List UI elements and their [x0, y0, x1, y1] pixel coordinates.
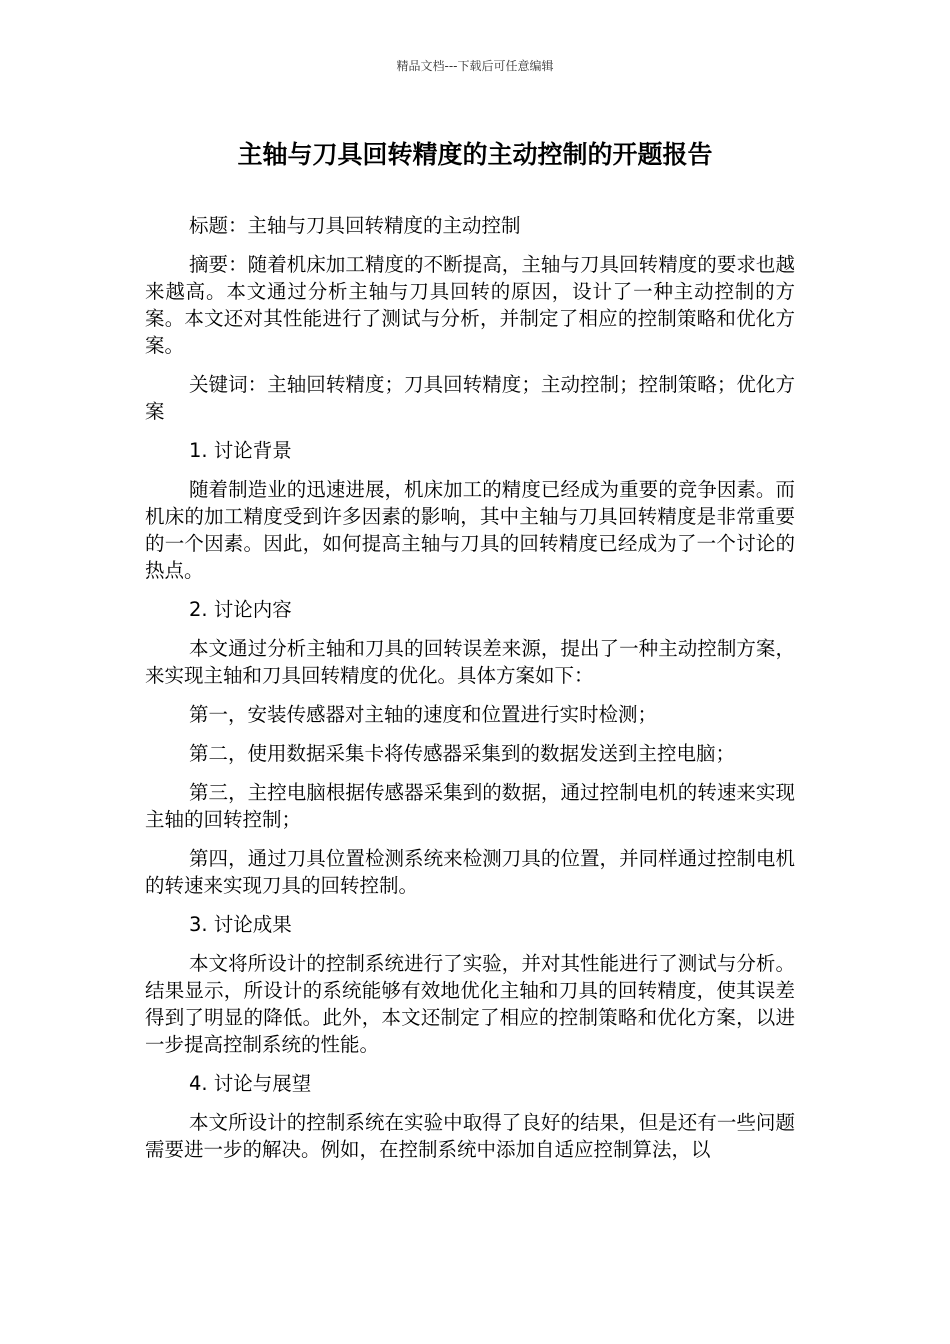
- outlook-paragraph: 本文所设计的控制系统在实验中取得了良好的结果，但是还有一些问题需要进一步的解决。例如，在控制系统中添加自适应控制算法，以: [145, 1111, 795, 1161]
- content-intro-paragraph: 本文通过分析主轴和刀具的回转误差来源，提出了一种主动控制方案，来实现主轴和刀具回转精度的优化。具体方案如下：: [145, 637, 795, 687]
- keywords-paragraph: 关键词：主轴回转精度；刀具回转精度；主动控制；控制策略；优化方案: [145, 373, 795, 423]
- abstract-paragraph: 摘要：随着机床加工精度的不断提高，主轴与刀具回转精度的要求也越来越高。本文通过分析主轴与刀具回转的原因，设计了一种主动控制的方案。本文还对其性能进行了测试与分析，并制定了相应的控制策略和优化方案。: [145, 253, 795, 357]
- results-paragraph: 本文将所设计的控制系统进行了实验，并对其性能进行了测试与分析。结果显示，所设计的系统能够有效地优化主轴和刀具的回转精度，使其误差得到了明显的降低。此外，本文还制定了相应的控制策略和优化方案，以进一步提高控制系统的性能。: [145, 952, 795, 1056]
- section-heading-background: 1. 讨论背景: [189, 439, 292, 462]
- header-note: 精品文档---下载后可任意编辑: [396, 59, 554, 73]
- background-paragraph: 随着制造业的迅速进展，机床加工的精度已经成为重要的竞争因素。而机床的加工精度受到许多因素的影响，其中主轴与刀具回转精度是非常重要的一个因素。因此，如何提高主轴与刀具的回转精度已经成为了一个讨论的热点。: [145, 478, 795, 582]
- step-four-paragraph: 第四，通过刀具位置检测系统来检测刀具的位置，并同样通过控制电机的转速来实现刀具的回转控制。: [145, 847, 795, 897]
- section-heading-outlook: 4. 讨论与展望: [189, 1072, 312, 1095]
- page-title: 主轴与刀具回转精度的主动控制的开题报告: [237, 140, 713, 169]
- step-one-paragraph: 第一，安装传感器对主轴的速度和位置进行实时检测；: [189, 703, 658, 726]
- section-heading-content: 2. 讨论内容: [189, 598, 292, 621]
- step-three-paragraph: 第三，主控电脑根据传感器采集到的数据，通过控制电机的转速来实现主轴的回转控制；: [145, 781, 795, 831]
- section-heading-results: 3. 讨论成果: [189, 913, 292, 936]
- title-line: 标题：主轴与刀具回转精度的主动控制: [189, 214, 521, 237]
- document-body: [145, 212, 795, 1175]
- step-two-paragraph: 第二，使用数据采集卡将传感器采集到的数据发送到主控电脑；: [189, 742, 736, 765]
